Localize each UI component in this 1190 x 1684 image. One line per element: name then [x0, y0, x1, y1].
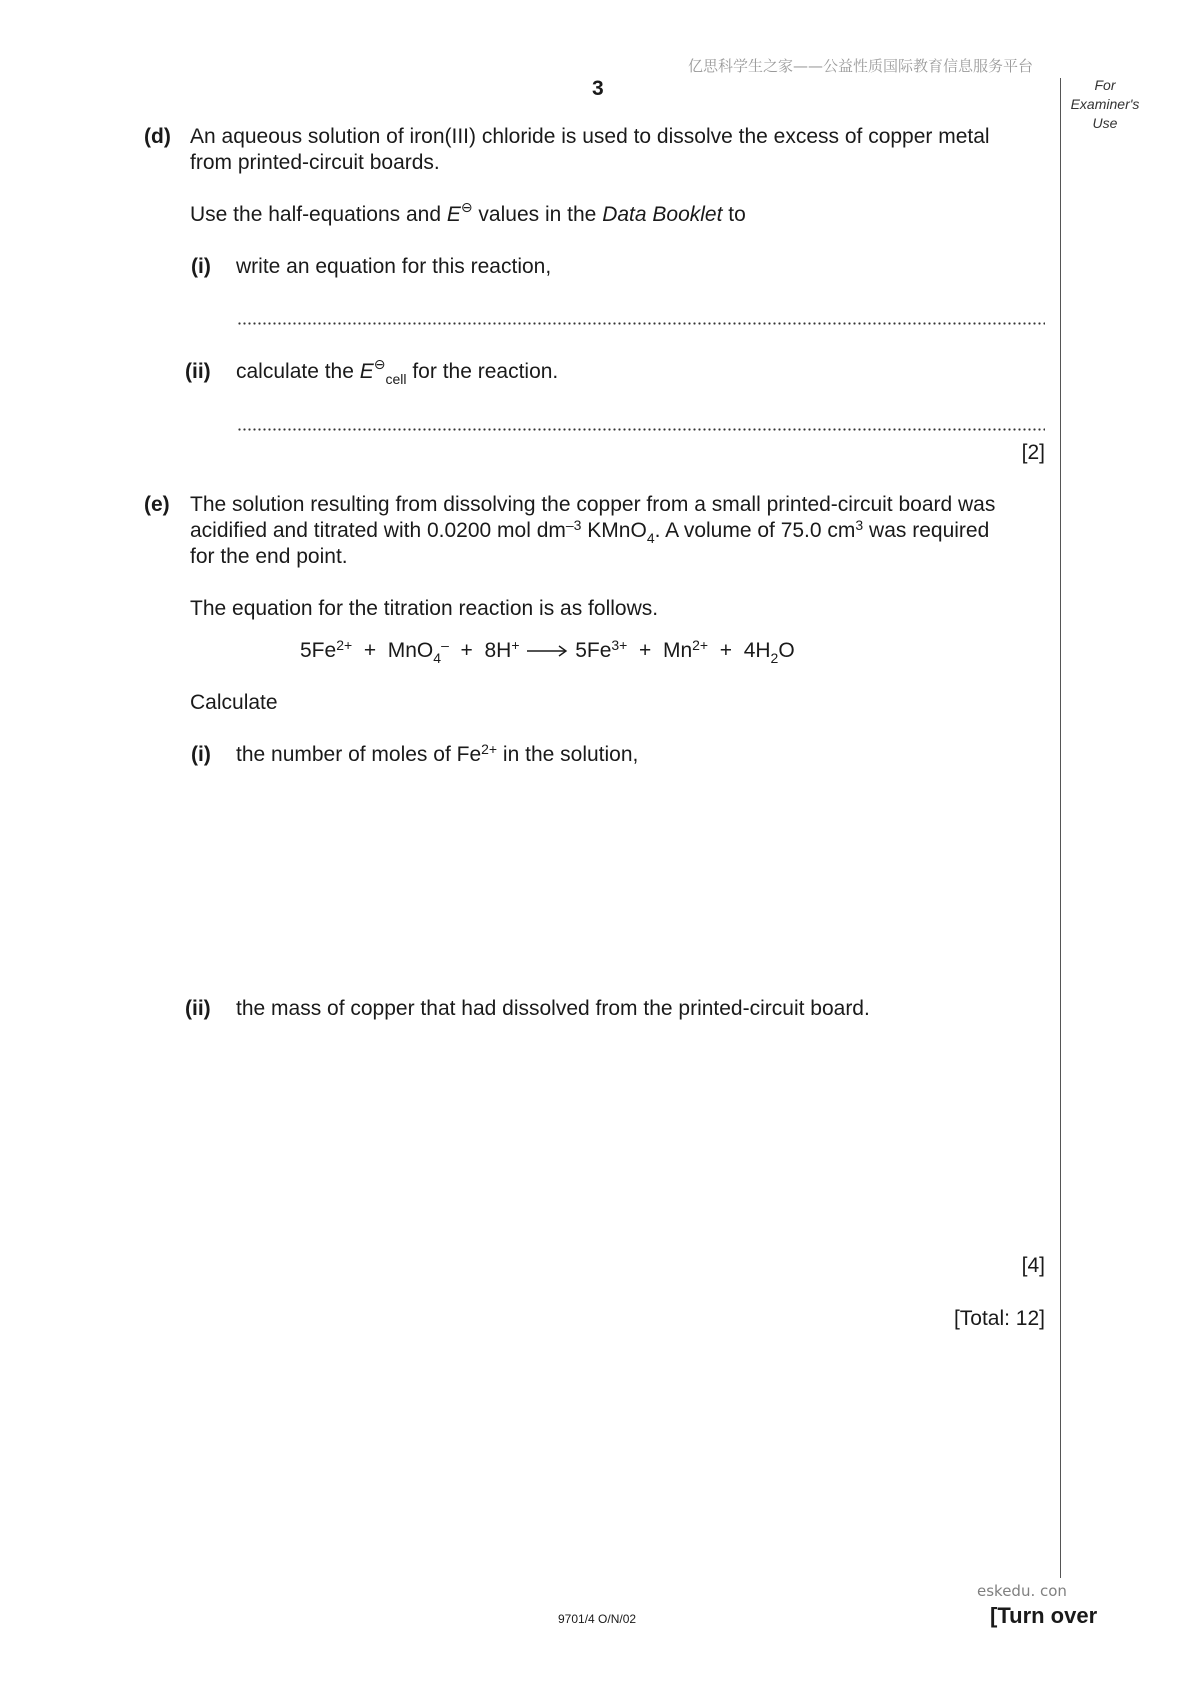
part-e-line2 [190, 518, 989, 544]
examiner-line-3: Use [1092, 115, 1118, 131]
eq-b6: 2 [770, 650, 779, 666]
eq-s1: 2+ [336, 637, 353, 653]
line2-sup2: 3 [855, 517, 864, 533]
eq-s2: – [441, 637, 449, 653]
line2-sup1: –3 [565, 517, 582, 533]
paper-code: 9701/4 O/N/02 [558, 1612, 637, 1626]
eq-t2: + MnO [352, 639, 434, 662]
part-d-ii-prefix: calculate the [236, 360, 360, 383]
part-d-ii-suffix: for the reaction. [406, 360, 559, 383]
eq-s5: 2+ [692, 637, 709, 653]
titration-equation [300, 638, 795, 664]
eq-t1: 5Fe [300, 639, 337, 662]
eq-t6: + 4H [708, 639, 771, 662]
part-d-intro-line2: from printed-circuit boards. [190, 151, 440, 174]
eq-t5: + Mn [627, 639, 693, 662]
use-prefix: Use the half-equations and [190, 203, 447, 226]
reaction-arrow-icon [525, 644, 569, 658]
part-d-ii-label: (ii) [185, 360, 211, 383]
eq-t3: + 8H [448, 639, 512, 662]
part-e-ii-text: the mass of copper that had dissolved from the printed-circuit board. [236, 997, 870, 1020]
part-d-marks: [2] [1021, 441, 1045, 464]
part-d-intro-line1: An aqueous solution of iron(III) chloride is used to dissolve the excess of copper metal [190, 125, 990, 148]
line2-sub: 4 [646, 530, 655, 546]
data-booklet-ref: Data Booklet [602, 203, 723, 226]
part-e-line1: The solution resulting from dissolving the copper from a small printed-circuit board was [190, 493, 996, 516]
part-d-label: (d) [144, 125, 171, 148]
cell-subscript: cell [385, 371, 407, 387]
part-e-ii-label: (ii) [185, 997, 211, 1020]
examiner-use-label [1060, 76, 1150, 133]
answer-line-d-i[interactable] [237, 322, 1045, 325]
eq-s3: + [511, 637, 520, 653]
part-e-line3: for the end point. [190, 545, 348, 568]
equation-intro: The equation for the titration reaction is as follows. [190, 597, 659, 620]
page-number: 3 [592, 77, 604, 100]
eq-t4: 5Fe [575, 639, 612, 662]
part-e-i-prefix: the number of moles of Fe [236, 743, 482, 766]
line2-d: was required [863, 519, 990, 542]
eq-s4: 3+ [611, 637, 628, 653]
part-e-i-sup: 2+ [481, 741, 498, 757]
part-d-ii-text: calculate the $E⊖_{cell}$ for the reaction. [236, 356, 559, 387]
line2-b: KMnO [581, 519, 647, 542]
use-mid: values in the [472, 203, 603, 226]
part-e-i-suffix: in the solution, [497, 743, 639, 766]
part-e-i-label: (i) [191, 743, 211, 766]
header-watermark: 亿思科学生之家——公益性质国际教育信息服务平台 [688, 57, 1034, 75]
turn-over-label: [Turn over [990, 1603, 1098, 1628]
part-d-i-label: (i) [191, 255, 211, 278]
part-d-i-text: write an equation for this reaction, [236, 255, 552, 278]
examiner-line-2: Examiner's [1070, 96, 1140, 112]
examiner-line-1: For [1094, 77, 1116, 93]
eq-b2: 4 [433, 650, 442, 666]
calculate-label: Calculate [190, 691, 278, 714]
part-e-label: (e) [144, 493, 170, 516]
line2-c: . A volume of 75.0 cm [654, 519, 856, 542]
e-standard-symbol: E [446, 203, 461, 226]
answer-space-e-i[interactable] [236, 780, 1036, 980]
use-suffix: to [722, 203, 746, 226]
total-marks: [Total: 12] [953, 1307, 1045, 1330]
part-e-i-text [236, 742, 638, 768]
footer-site-watermark: eskedu. con [977, 1582, 1067, 1600]
answer-line-d-ii[interactable] [237, 428, 1045, 431]
eq-t7: O [778, 639, 795, 662]
answer-space-e-ii[interactable] [236, 1034, 1036, 1234]
examiner-margin-line [1060, 78, 1061, 1578]
e-cell-symbol: E [359, 360, 374, 383]
line2-a: acidified and titrated with 0.0200 mol dm [190, 519, 566, 542]
part-d-use-instruction: Use the half-equations and E⊖ values in the Data Booklet to [190, 199, 746, 226]
part-e-marks: [4] [1021, 1254, 1045, 1277]
